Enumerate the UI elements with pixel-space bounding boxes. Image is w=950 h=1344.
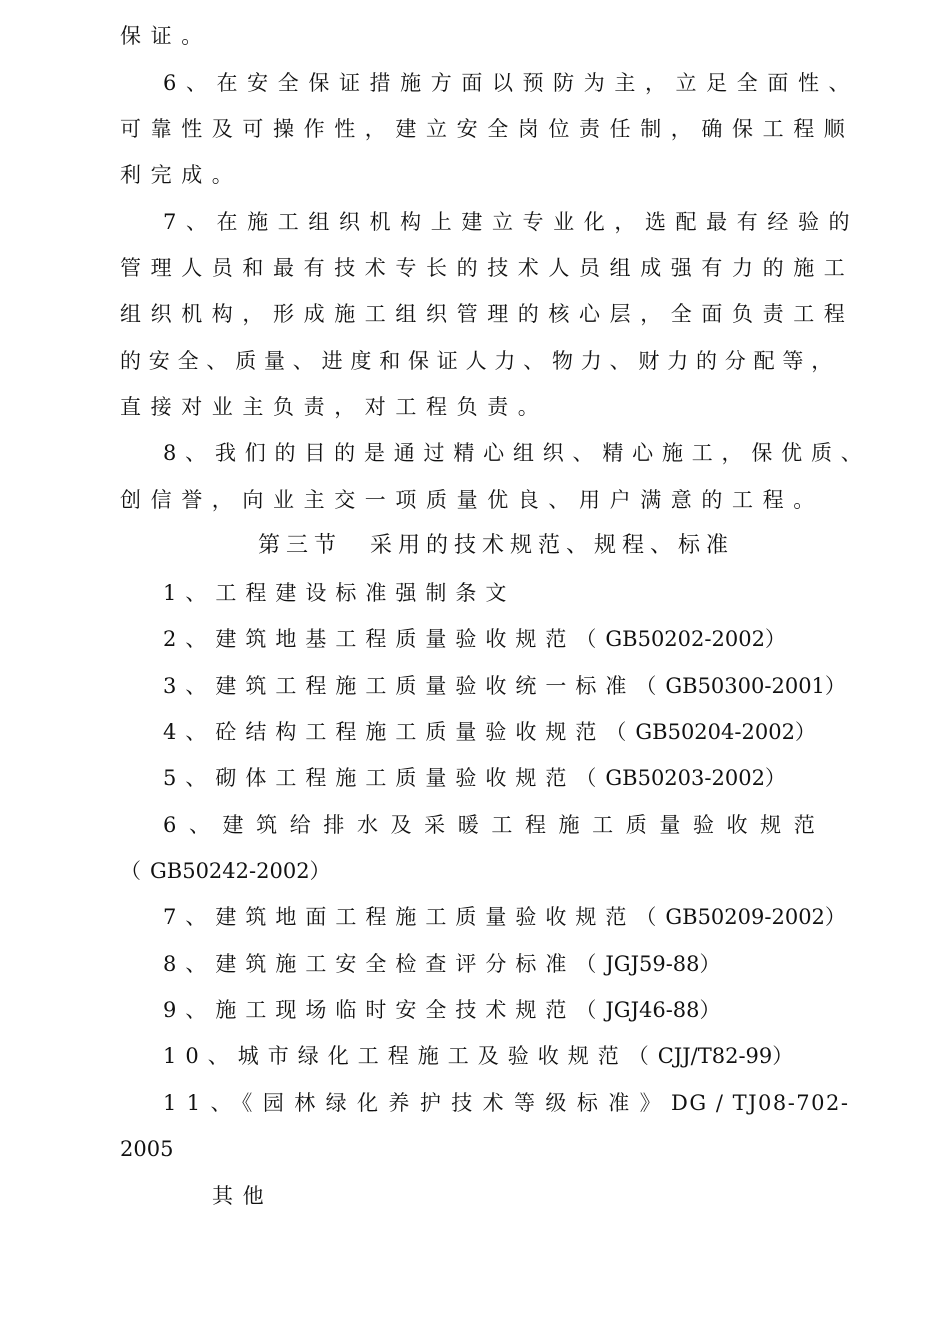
standard-name: 7、建筑地面工程施工质量验收规范（ [163, 905, 666, 929]
standard-name: 1、工程建设标准强制条文 [163, 581, 516, 605]
standard-code: CJJ/T82-99） [657, 1044, 794, 1068]
standard-item [163, 904, 846, 930]
standard-code: JGJ46-88） [605, 998, 721, 1022]
standard-code: DG / TJ08-702- [671, 1091, 850, 1115]
body-line: 保证。 [120, 24, 212, 48]
standard-code: GB50300-2001） [665, 674, 846, 698]
standard-item [163, 580, 515, 606]
body-line: 6、在安全保证措施方面以预防为主，立足全面性、 [163, 71, 860, 95]
standard-item [163, 626, 786, 652]
standard-name: 6、建筑给排水及采暖工程施工质量验收规范 [163, 813, 828, 837]
standard-item [120, 1136, 173, 1162]
standard-item [163, 812, 827, 838]
body-line: 利完成。 [120, 163, 243, 187]
body-line: 组织机构，形成施工组织管理的核心层，全面负责工程 [120, 302, 855, 326]
standard-item [163, 951, 721, 977]
standard-name: 4、砼结构工程施工质量验收规范（ [163, 720, 636, 744]
standard-item [163, 673, 846, 699]
standard-code: GB50209-2002） [665, 905, 846, 929]
standard-code: GB50242-2002） [150, 859, 331, 883]
body-line: 直接对业主负责，对工程负责。 [120, 395, 549, 419]
standard-name: 2、建筑地基工程质量验收规范（ [163, 627, 606, 651]
body-line: 的安全、质量、进度和保证人力、物力、财力的分配等， [120, 349, 840, 373]
standard-name: 9、施工现场临时安全技术规范（ [163, 998, 606, 1022]
body-line: 7、在施工组织机构上建立专业化，选配最有经验的 [163, 210, 860, 234]
standard-name: 8、建筑施工安全检查评分标准（ [163, 952, 606, 976]
standard-item [163, 765, 786, 791]
standard-name: 3、建筑工程施工质量验收统一标准（ [163, 674, 666, 698]
standard-name: 11、《园林绿化养护技术等级标准》 [163, 1091, 672, 1115]
body-line: 管理人员和最有技术专长的技术人员组成强有力的施工 [120, 256, 855, 280]
section-title: 第三节 采用的技术规范、规程、标准 [258, 533, 735, 558]
standard-name: 5、砌体工程施工质量验收规范（ [163, 766, 606, 790]
standard-item [120, 858, 331, 884]
standard-code: 2005 [120, 1137, 174, 1161]
standard-code: GB50202-2002） [605, 627, 786, 651]
standard-item [163, 1090, 850, 1116]
body-line: 可靠性及可操作性，建立安全岗位责任制，确保工程顺 [120, 117, 855, 141]
standard-item [163, 1043, 793, 1069]
standard-item [163, 719, 816, 745]
standard-name: （ [120, 859, 150, 883]
standard-code: GB50203-2002） [605, 766, 786, 790]
body-line: 创信誉，向业主交一项质量优良、用户满意的工程。 [120, 488, 824, 512]
standard-code: JGJ59-88） [605, 952, 721, 976]
standard-code: GB50204-2002） [635, 720, 816, 744]
standard-name: 10、城市绿化工程施工及验收规范（ [163, 1044, 658, 1068]
other-label: 其他 [212, 1184, 274, 1208]
body-line: 8、我们的目的是通过精心组织、精心施工，保优质、 [163, 441, 871, 465]
standard-item [163, 997, 721, 1023]
